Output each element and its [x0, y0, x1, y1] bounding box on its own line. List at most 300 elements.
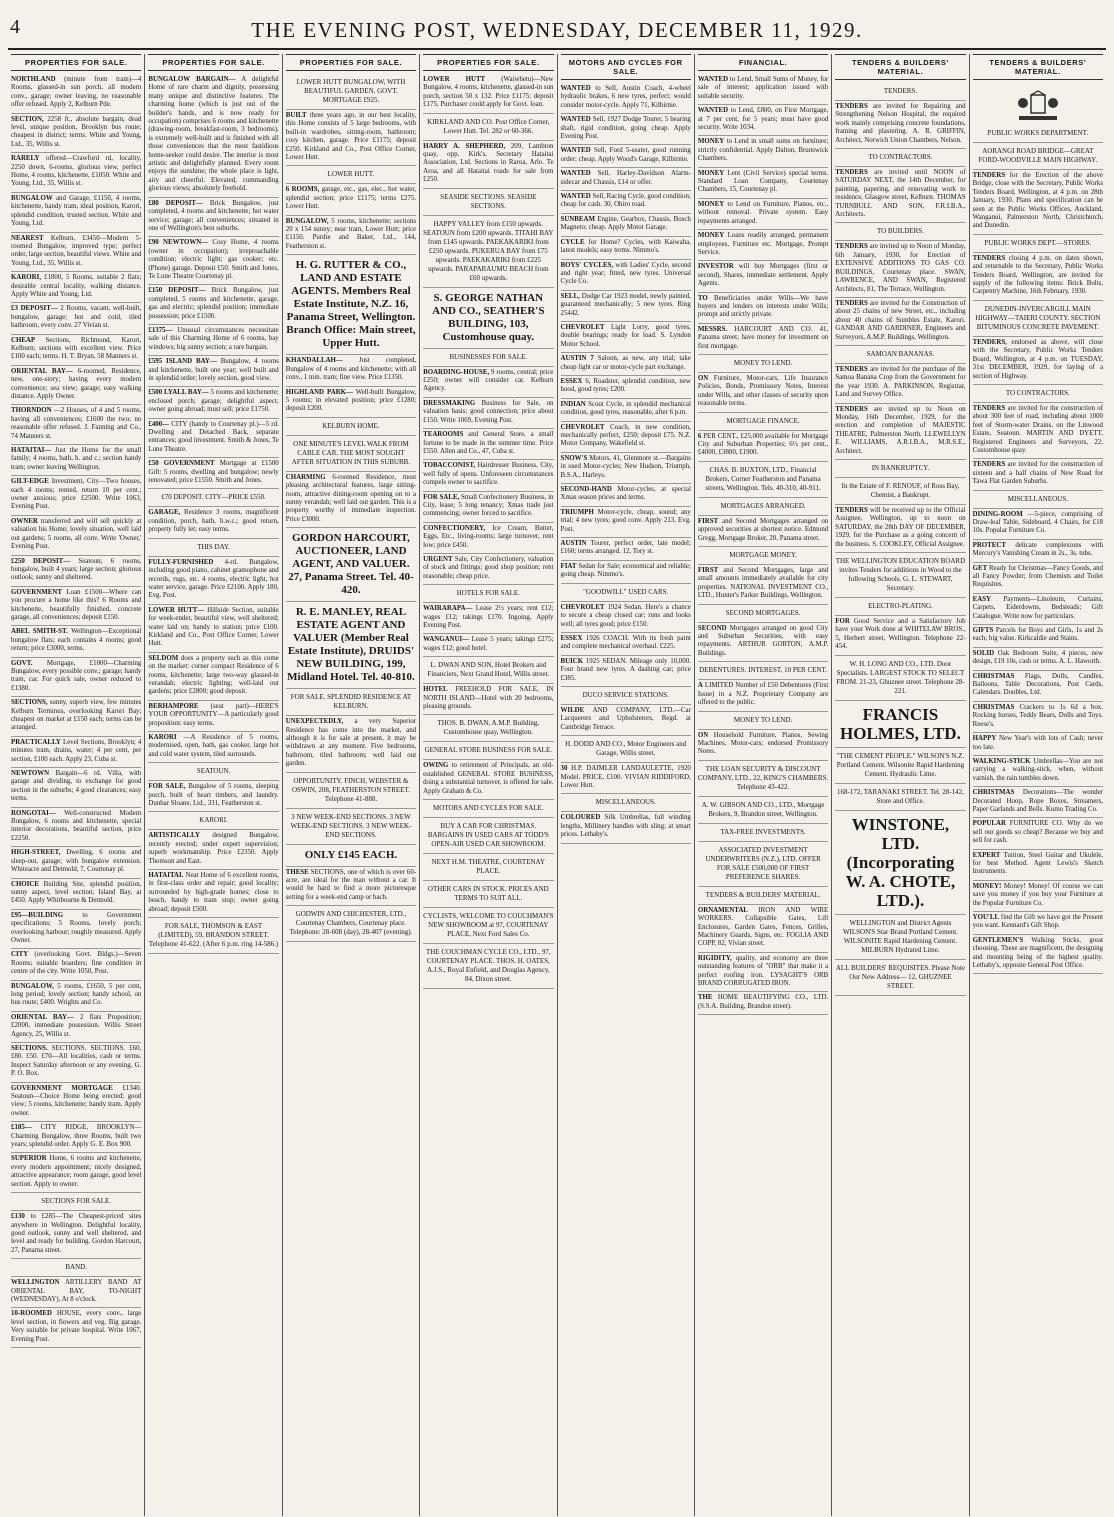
column-1	[8, 54, 145, 1516]
ad-body: (minute from tram)—4 Rooms, glassed-in sun porch, all modern conv., garage; owner leaving, no reasonable offer refused. Apply 2, Kelburn Pde.	[11, 76, 142, 109]
ad-body: a very Superior Residence has come into the market, and although it is for sale at present, it may be withdrawn at any moment. Five bedrooms, bathroom, tiled bathroom; well laid out garden.	[285, 718, 417, 768]
ad-body: and Garage, £1150, 4 rooms, kitchenette, handy tram, ideal position, Karori, splendid condition, trusted section. White and Young, Ltd.	[11, 194, 142, 228]
ad-lead: SOLID	[972, 649, 995, 657]
ad-body: Payments—Linoleum, Curtains, Carpets, Eiderdowns, Bedsteads; Gift Catalogue. Write now for particulars.	[972, 595, 1103, 620]
classified-ad	[11, 808, 141, 848]
ad-lead: NEAREST	[11, 234, 44, 242]
ad-lead: £3 DEPOSIT—	[11, 305, 58, 313]
ad-lead: SECTIONS,	[11, 699, 48, 707]
display-ad: SAMOAN BANANAS.	[835, 346, 965, 364]
display-ad: MORTGAGE FINANCE.	[698, 413, 828, 431]
ad-body: three years ago, in our best locality, this Home consists of 5 large bedrooms, with built-in wardrobes, sitting-room, bathroom; cosy kitchen, garage. Price £1175; deposit £250. Kirkland and Co., Post Office Corner, Lower Hutt.	[285, 112, 417, 162]
display-ad: TO CONTRACTORS.	[835, 149, 965, 167]
ad-body: FREEHOLD FOR SALE, IN NORTH ISLAND—Hotel with 20 bedrooms, pleasing grounds.	[423, 686, 554, 711]
ad-lead: £500 LYALL BAY—	[148, 389, 209, 397]
display-ad: TENDERS.	[835, 83, 965, 101]
classified-ad	[11, 1277, 141, 1308]
ad-lead: SELDOM	[148, 654, 179, 662]
column-8	[970, 54, 1106, 1516]
display-ad: MISCELLANEOUS.	[561, 794, 691, 812]
ad-body: Residence 3 rooms, magnificent condition, porch, bath, h.w.c.; good return, property fully let; easy terms.	[148, 509, 279, 534]
classified-ad	[11, 366, 141, 406]
column-4	[420, 54, 557, 1516]
ad-body: A delightful Home of rare charm and dignity, possessing many unique and distinctive features. The charming home (which is just out of the builder's hands, and is now ready for occupation) comprises 6 rooms and kitchenette (drawing-room, breakfast-room, 3 bedrooms), is extremely well-built and is finished with all those conveniences that the most fastidious home-seeker could desire. The interior is most artistic and delightfully planned. Every room enjoys the sunshine; the whole place is light, airy and cheerful. Elevated, commanding glorious views; absolutely freehold.	[148, 76, 279, 193]
ad-body: endorsed as above, will close with the Secretary, Public Works Tenders Board, Wellington, at 4 p.m. on TUESDAY, 31st DECEMBER, 1929, for laying of a section of Highway.	[972, 338, 1103, 380]
classified-ad	[423, 367, 553, 398]
ad-lead: BUNGALOW	[11, 194, 53, 202]
display-ad: ONE MINUTE'S LEVEL WALK FROM CABLE CAR. THE MOST SOUGHT AFTER SITUATION IN THIS SUBURB.	[286, 436, 416, 472]
classified-ad	[973, 170, 1103, 235]
display-ad: THE COUCHMAN CYCLE CO., LTD., 97, COURTENAY PLACE. THOS. H. OATES, A.J.S., Royal Enfield, and Douglas Agency, 84, Dixon street.	[423, 944, 553, 989]
ad-body: 5 rooms, kitchenette; sections 20 x 154 sunny; near tram, Lower Hutt; price £1150. Purdie and Baker, Ltd., 144, Featherston st.	[285, 217, 417, 250]
ad-lead: UNEXPECTEDLY,	[285, 718, 344, 726]
ad-lead: TENDERS	[835, 405, 868, 413]
ad-lead: HIGHLAND PARK—	[285, 388, 353, 396]
classified-ad	[286, 716, 416, 772]
classified-ad	[973, 648, 1103, 671]
ad-lead: GILT-EDGE	[11, 478, 49, 486]
display-ad: MOTORS AND CYCLES FOR SALE.	[423, 800, 553, 818]
ad-body: —5-piece, comprising of Draw-leaf Table, Sideboard, 4 Chairs, for £18 10s. Popular Furniture Co.	[972, 510, 1103, 535]
ad-body: Loan £1500—Where can you procure a home like this? 6 Rooms and kitchenette, beautifully finished, concrete garage, all conveniences; deposit £150.	[11, 588, 142, 621]
classified-ad	[561, 453, 691, 484]
ad-lead: GIFTS	[972, 627, 994, 635]
classified-ad	[423, 429, 553, 460]
classified-ad	[286, 387, 416, 418]
display-ad: MISCELLANEOUS.	[973, 491, 1103, 509]
classified-ad	[835, 364, 965, 404]
ad-body: Saloon, as new, any trial; take cheap light car or motor-cycle part exchange.	[560, 355, 691, 371]
display-ad: S. GEORGE NATHAN AND CO., SEATHER'S BUILDING, 103, Customhouse quay.	[423, 288, 553, 349]
ad-body: Unusual circumstances necessitate sale of this Charming Home of 6 rooms, bay windows; big sunny section; a rare bargain.	[148, 326, 279, 351]
ad-lead: TENDERS	[835, 243, 868, 251]
classified-ad	[698, 992, 828, 1015]
classified-ad	[286, 110, 416, 166]
ad-body: to Lend on Furniture, Pianos, etc., without removal. Private system. Easy repayments arranged.	[697, 200, 829, 225]
ad-lead: TO	[697, 294, 708, 302]
ad-lead: SELL,	[560, 292, 580, 300]
classified-ad	[423, 523, 553, 554]
classified-ad	[148, 74, 278, 198]
ad-lead: TENDERS	[972, 172, 1006, 179]
ad-lead: PRACTICALLY	[11, 738, 61, 746]
display-ad: £70 DEPOSIT. CITY—PRICE £550.	[148, 489, 278, 507]
display-ad: SEATOUN.	[148, 763, 278, 781]
ad-body: closing 4 p.m. on dates shown, and returnable to the Secretary, Public Works Tenders Board, Wellington, are invited for supply of the following items: Brick Bolts, Carpentry Machine, 16th February, 1930.	[972, 254, 1103, 296]
ad-lead: WAIRARAPA—	[423, 605, 473, 613]
ad-body: 2 flats Proposition; £2000, immediate possession. Willis Street Agency, 25, Willis st.	[11, 1013, 142, 1038]
classified-ad	[561, 656, 691, 687]
columns-container	[8, 54, 1106, 1516]
classified-ad	[698, 905, 828, 953]
display-ad: CYCLISTS, WELCOME TO COUCHMAN'S NEW SHOWROOM at 97, COURTENAY PLACE, Next Ford Sales Co.	[423, 908, 553, 944]
ad-lead: KHANDALLAH—	[285, 357, 343, 365]
display-ad: DEBENTURES. INTEREST, 10 PER CENT.	[698, 662, 828, 680]
ad-lead: DRESSMAKING	[423, 399, 476, 407]
ad-lead: HARRY A. SHEPHERD,	[423, 142, 506, 150]
ad-body: SECTIONS, one of which is over 60-acre, are ideal for the man without a car. It would be hard to find a more picturesque setting for a week-end camp or bach.	[285, 868, 417, 901]
ad-body: designed Bungalow, recently erected; under expert supervision; superb workmanship. Price £2350. Apply Thomson and East.	[148, 832, 279, 865]
ad-lead: BUNGALOW,	[285, 217, 329, 225]
ad-body: Mortgage, £1000—Charming Bungalow, every possible conv.; garage; handy tram, car. For quick sale, owner reduced to £1380.	[11, 659, 142, 692]
classified-ad	[148, 653, 278, 701]
ad-lead: MONEY	[697, 138, 725, 146]
classified-ad	[973, 625, 1103, 648]
ad-body: Beneficiaries under Wills—We have buyers and lenders on interests under Wills; prompt and strictly private.	[697, 294, 829, 319]
classified-ad	[148, 325, 278, 356]
display-ad: GODWIN AND CHICHESTER, LTD., Courtenay Chambers, Courtenay place. Telephone: 28-608 (day), 28-407 (evening).	[286, 906, 416, 942]
classified-ad	[561, 191, 691, 214]
classified-ad	[561, 168, 691, 191]
ad-lead: ARTISTICALLY	[148, 832, 200, 840]
classified-ad	[11, 981, 141, 1012]
classified-ad	[148, 870, 278, 918]
ad-lead: CITY	[11, 951, 29, 959]
ad-lead: BUICK	[560, 657, 584, 665]
classified-ad	[148, 605, 278, 653]
ad-lead: ABEL SMITH-ST.	[11, 628, 68, 636]
classified-ad	[973, 253, 1103, 301]
ad-body: New Year's with lots of Cash; never too late.	[972, 735, 1103, 751]
ad-lead: EASY	[972, 595, 992, 603]
display-ad: KELBURN HOME.	[286, 418, 416, 436]
ad-body: Bungalow of 5 rooms, sleeping porch, built of heart timbers, and laundry. Dunbar Sloane, Ltd., 331, Featherston st.	[148, 783, 279, 808]
ad-body: will be received up to the Official Assignee, Wellington, up to noon on SATURDAY, the 28th DAY OF DECEMBER, 1929, for the Purchase as a going concern of the business. S. COOKLEY, Official Assignee.	[835, 507, 966, 548]
ad-lead: CHEVROLET	[560, 323, 605, 331]
display-ad: A. W. GIBSON AND CO., LTD., Mortgage Brokers, 9, Brandon street, Wellington.	[698, 797, 828, 824]
display-ad: TAX-FREE INVESTMENTS.	[698, 824, 828, 842]
classified-ad	[561, 633, 691, 656]
ad-body: —A Residence of 5 rooms, modernised, open, bath, gas cooker, large hot and cold water system, tiled surrounds.	[148, 734, 279, 758]
ad-lead: £150 DEPOSIT—	[148, 287, 206, 295]
ad-lead: BOYS' CYCLES,	[560, 261, 614, 269]
ad-lead: MONEY!	[972, 882, 1002, 890]
display-ad: LOWER HUTT BUNGALOW, WITH BEAUTIFUL GARDEN. GOVT. MORTGAGE £925.	[286, 74, 416, 110]
ad-body: Neat Home of 6 excellent rooms, in first-class order and repair; good locality; surrounded by high-grade homes; close to beach, handy to tram stop; owner going abroad; deposit £500.	[148, 872, 279, 913]
classified-ad	[835, 298, 965, 346]
display-ad: SECOND MORTGAGES.	[698, 605, 828, 623]
classified-ad	[11, 445, 141, 476]
ad-body: Sell, Racing Cycle, good condition; cheap for cash. 30, Ohiro road.	[560, 193, 691, 209]
display-ad: IN BANKRUPTCY.	[835, 460, 965, 478]
classified-ad	[698, 324, 828, 355]
ad-body: (seat part)—HERE'S YOUR OPPORTUNITY—A particularly good proposition: easy terms.	[148, 702, 279, 727]
classified-ad	[11, 476, 141, 516]
classified-ad	[148, 285, 278, 325]
ad-lead: £50 GOVERNMENT	[148, 460, 215, 468]
classified-ad	[698, 516, 828, 547]
display-ad: THIS DAY.	[148, 539, 278, 557]
ad-body: sunny, superb view, few minutes Kelburn Terminus, overlooking Karori Bay; cheapest on market at £150 each; terms can be arranged.	[11, 699, 142, 732]
display-ad: MONEY TO LEND.	[698, 355, 828, 373]
ad-lead: £90 NEWTOWN—	[148, 239, 209, 247]
column-2	[145, 54, 282, 1516]
ad-body: to Lend in small sums on furniture; strictly confidential. Apply Dalton, Brunswick Chambers.	[697, 138, 829, 163]
classified-ad	[561, 705, 691, 736]
ad-body: £1800, 5 Rooms, suitable 2 flats; desirable central locality, walking distance. Apply White and Young, Ltd.	[11, 274, 142, 298]
ad-body: LIMITED Number of £50 Debentures (First Issue) in a N.Z. Proprietary Company are offered to the public.	[697, 682, 829, 707]
display-ad: NEXT H.M. THEATRE, COURTENAY PLACE.	[423, 854, 553, 881]
ad-lead: RIGIDITY,	[697, 954, 732, 962]
ad-lead: WANTED	[560, 193, 591, 201]
display-ad: R. E. MANLEY, REAL ESTATE AGENT AND VALUER (Member Real Estate Institute), DRUIDS' NEW BUILDING, 199, Midland Hotel. Tel. 40-810.	[286, 602, 416, 689]
ad-lead: CHEVROLET	[560, 603, 605, 611]
classified-ad	[698, 136, 828, 167]
display-ad: TO BUILDERS.	[835, 223, 965, 241]
section-heading: MOTORS AND CYCLES FOR SALE.	[561, 54, 691, 80]
ad-body: to Sell, Austin Coach, 4-wheel hydraulic brakes, 6 new tyres, perfect; would consider motor-cycle. Apply 71, Kilbirnie.	[560, 85, 691, 109]
ad-lead: TOBACCONIST,	[423, 462, 476, 470]
ad-body: Crackers to 1s 6d a box. Rocking horses, Teddy Bears, Dolls and Toys. Reese's.	[972, 703, 1103, 728]
ad-body: Well-built Bungalow, 5 rooms; in elevated position; price £1280; deposit £200.	[285, 388, 417, 413]
classified-ad	[11, 153, 141, 193]
classified-ad	[11, 233, 141, 273]
ad-lead: FOR SALE,	[148, 783, 186, 791]
ad-lead: CHEVROLET	[560, 423, 605, 431]
ad-lead: 30	[560, 765, 568, 773]
ad-lead: CHOICE	[11, 880, 39, 888]
ad-body: find the Gift we have got the Present you want. Kennard's Gift Shop.	[972, 914, 1103, 930]
ad-lead: MONEY	[697, 200, 725, 208]
display-ad: HOTELS FOR SALE.	[423, 585, 553, 603]
ad-body: Investment, City—Two houses, each 4 rooms; rented, return 10 per cent.; owner anxious; price £2500. Write 1063, Evening Post.	[11, 478, 142, 511]
ad-body: Tuition, Steel Guitar and Ukulele, for best Method. Agent Lewis's Sketch Instruments.	[972, 851, 1103, 876]
classified-ad	[11, 697, 141, 737]
ad-lead: WALKING-STICK	[972, 757, 1031, 765]
ad-body: Ice Cream, Butter, Eggs, Etc., living-rooms; large turnover, rent low; price £450.	[423, 524, 554, 549]
ad-lead: OWNER	[11, 517, 38, 525]
ad-lead: HOTEL	[423, 686, 448, 694]
ad-lead: GOVT.	[11, 659, 33, 667]
ad-lead: TENDERS	[972, 461, 1006, 469]
ad-body: Motors, 41, Glenmore st.—Bargains in used Motor-cycles; New Hudson, Triumph, B.S.A., Harleys.	[560, 454, 691, 479]
classified-ad	[11, 556, 141, 587]
classified-ad	[835, 404, 965, 460]
ad-lead: EXPERT	[972, 851, 1001, 859]
ad-lead: FOR	[835, 618, 850, 626]
ad-lead: WANTED	[697, 76, 729, 83]
ad-lead: SECTIONS.	[11, 1045, 48, 1052]
display-ad: H. DODD AND CO., Motor Engineers and Garage, Willis street.	[561, 736, 691, 763]
ad-lead: WANTED	[560, 85, 591, 92]
ad-lead: CHARMING	[285, 473, 326, 481]
classified-ad	[423, 74, 553, 114]
ad-body: Hairdresser Business, City, well fully of opens. Unforeseen circumstances compels owner to sacrifice.	[423, 462, 554, 487]
display-ad: BUSINESSES FOR SALE.	[423, 349, 553, 367]
display-ad: 3 NEW WEEK-END SECTIONS. 3 NEW WEEK-END SECTIONS. 3 NEW WEEK-END SECTIONS.	[286, 809, 416, 845]
ad-body: 2258 ft., absolute bargain, dead level, unique position, Brooklyn bus route; cheapest in district; terms. White and Young, Ltd., 35, Willis st.	[11, 115, 142, 148]
classified-ad	[11, 272, 141, 303]
display-ad: WINSTONE, LTD. (Incorporating W. A. CHOTE, LTD.).	[835, 811, 965, 915]
classified-ad	[148, 419, 278, 459]
classified-ad	[561, 291, 691, 322]
classified-ad	[698, 565, 828, 605]
classified-ad	[561, 399, 691, 422]
ad-lead: TENDERS	[835, 169, 868, 177]
display-ad: MORTGAGES ARRANGED.	[698, 498, 828, 516]
display-ad: TENDERS & BUILDERS' MATERIAL.	[698, 887, 828, 905]
ad-body: Brick Bungalow, just completed, 4 rooms and kitchenette; hot water service; garage; all conveniences; situated in one of Wellington's best suburbs.	[148, 199, 279, 232]
section-heading: PROPERTIES FOR SALE.	[423, 54, 553, 71]
ad-lead: FIRST	[697, 567, 719, 575]
ad-body: Walking Sticks, great choosing. These are magnificent, the designing and mounting being of the highest quality. Lethaby's, opposite General Post Office.	[972, 936, 1103, 970]
classified-ad	[148, 458, 278, 489]
classified-ad	[973, 912, 1103, 935]
classified-ad	[423, 398, 553, 429]
ad-lead: BOARDING-HOUSE,	[423, 368, 490, 376]
ad-lead: COLOURED	[560, 814, 601, 822]
display-ad: KIRKLAND AND CO. Post Office Corner, Lower Hutt. Tel. 282 or 60-366.	[423, 114, 553, 141]
classified-ad	[973, 850, 1103, 881]
ad-lead: INVESTOR	[697, 263, 734, 271]
ad-body: Seatoun; 6 rooms, bungalow, built 4 years; large section; glorious outlook; sunny and sheltered.	[11, 557, 142, 582]
classified-ad	[835, 241, 965, 297]
classified-ad	[561, 763, 691, 794]
ad-body: and Second Mortgages arranged on approved securities at shortest notice. Edmund Gregg, Mortgage Broker, 20, Panama street.	[697, 517, 829, 542]
masthead	[8, 14, 1106, 50]
ad-body: garage, etc., gas, elec., hot water, splendid section; price £1175; terms £275. Lower Hutt.	[285, 186, 417, 211]
ad-body: for Home? Cycles, with Kaiwaha, latest models; easy terms. Nimmo's.	[560, 238, 691, 255]
ad-lead: TEAROOMS	[423, 431, 464, 439]
ad-lead: URGENT	[423, 555, 453, 563]
ad-body: HOUSE, every conv., large level section, in flowers and veg. Big garage. Very suitable for private hospital. Write 1067, Evening Post.	[11, 1310, 142, 1343]
classified-ad	[11, 626, 141, 657]
ad-body: CITY RIDGE, BROOKLYN—Charming Bungalow, three Rooms, built two years; splendid order. Apply G. E. Box 900.	[11, 1124, 142, 1149]
ad-body: to Lend, £800, on First Mortgage, at 7 per cent, for 5 years; must have good security. Write 1034.	[697, 107, 829, 132]
classified-ad	[835, 616, 965, 656]
classified-ad	[561, 237, 691, 260]
section-heading: PROPERTIES FOR SALE.	[148, 54, 278, 71]
ad-lead: ESSEX	[560, 634, 583, 642]
ad-lead: CHRISTMAS	[972, 672, 1015, 680]
classified-ad	[11, 949, 141, 980]
classified-ad	[286, 355, 416, 386]
ad-body: 1925 SEDAN. Mileage only 10,000. Four brand new tyres. A dashing car; price £385.	[560, 657, 691, 682]
classified-ad	[973, 337, 1103, 385]
ad-body: Lent (Civil Service) special terms. Standard Loan Company, Courtenay Chambers, 15, Courtenay pl.	[697, 169, 829, 194]
ad-body: Parcels for Boys and Girls, 1s and 2s each; big value. Kirkcaldie and Stains.	[972, 627, 1103, 643]
ad-body: Silk Umbrellas, full winding lengths, Millinery handles with sling; at smart prices. Lethaby's.	[560, 814, 691, 839]
classified-ad	[561, 507, 691, 538]
classified-ad	[148, 237, 278, 285]
ad-lead: SUPERIOR	[11, 1155, 47, 1163]
ad-lead: OWING	[423, 762, 449, 770]
section-heading: TENDERS & BUILDERS' MATERIAL.	[835, 54, 965, 80]
ad-lead: TENDERS	[835, 299, 868, 307]
ad-lead: THORNDON	[11, 407, 52, 415]
ad-body: Kelburn, £3450—Modern 5-roomed Bungalow, improved type; perfect order, large section, beautiful views. White and Young, Ltd., 35, Willis st.	[11, 234, 142, 267]
column-6	[695, 54, 832, 1516]
classified-ad	[11, 847, 141, 878]
classified-ad	[973, 818, 1103, 849]
ad-body: are invited for the purchase of the Samoa Banana Crop from the Government for the year 1930. A. PARKINSON, Registrar, Land and Survey Office.	[835, 365, 966, 399]
classified-ad	[286, 216, 416, 256]
display-ad: THOS. B. DWAN, A.M.P. Building, Customhouse quay, Wellington.	[423, 715, 553, 742]
display-ad: AORANGI ROAD BRIDGE—GREAT FORD-WOODVILLE MAIN HIGHWAY.	[973, 143, 1103, 170]
classified-ad	[423, 634, 553, 657]
ad-lead: WANTED	[560, 116, 591, 124]
ad-lead: BERHAMPORE	[148, 702, 199, 710]
display-ad: SECTIONS FOR SALE.	[11, 1193, 141, 1211]
ad-lead: RONGOTAI—	[11, 809, 56, 817]
ad-body: will buy Mortgages (first or second), Shares, immediate settlement. Apply Agents.	[697, 263, 829, 288]
ad-body: are invited for Repairing and Strengthening Nelson Hospital, the required work mainly comprising concrete foundations, framing and plastering. A. R. GRIFFIN, Architect, Norwich Union Chambers, Nelson.	[835, 103, 966, 144]
ad-body: Loans readily arranged, permanent employees, Furniture etc. Mortgage, Prompt Service.	[697, 232, 829, 256]
ad-lead: CHRISTMAS	[972, 789, 1015, 797]
classified-ad	[835, 101, 965, 149]
ad-lead: SUNBEAM	[560, 215, 595, 223]
display-ad: "THE CEMENT PEOPLE." WILSON'S N.Z. Portland Cement. Wilsonite Rapid Hardening Cement. Hydraulic Lime.	[835, 748, 965, 784]
ad-lead: ESSEX	[560, 377, 583, 385]
column-7	[832, 54, 969, 1516]
ad-body: Sale, City Confectionery, valuation of stock and fittings; good shop position; rent reasonable; cheap price.	[423, 555, 554, 580]
ad-body: 2 Rooms, vacant, well-built, bungalow, garage; hot and cold, tiled bathroom, every conv. 27 Vivian st.	[11, 305, 142, 330]
ad-lead: RARELY	[11, 155, 40, 163]
ad-body: for the Erection of the above Bridge, close with the Secretary, Public Works Tenders Board, Wellington, at 4 p.m. on 28th January, 1930. Plans and specification can be seen at the Public Works Offices, Auckland, Wanganui, Palmerston North, Christchurch, and Dunedin.	[972, 172, 1103, 230]
ad-body: Small Confectionery Business, in City, lease; 5 long tenancy; Xmas trade just commencing; owner forced to sacrifice.	[423, 493, 554, 518]
ad-lead: WANTED	[560, 170, 591, 178]
classified-ad	[148, 830, 278, 870]
coat-of-arms-icon	[973, 83, 1103, 125]
ad-lead: WANGANUI—	[423, 636, 470, 644]
display-ad: W. H. LONG AND CO., LTD. Door Specialists. LARGEST STOCK TO SELECT FROM. 21-23, Ghuznee street. Telephone 28-221.	[835, 656, 965, 701]
ad-body: quality, and economy are three outstanding features of "ORB" that make it a perfect roofing iron. LYSAGHT'S ORB BRAND CORRUGATED IRON.	[697, 954, 829, 987]
classified-ad	[698, 261, 828, 292]
classified-ad	[11, 1122, 141, 1153]
section-heading: PROPERTIES FOR SALE.	[11, 54, 141, 71]
ad-body: CITY (handy to Courtenay pl.)—5 rd. Dwelling and Detached Back, separate entrances; good investment. Smith & Jones, Te Lune Theatre.	[148, 420, 279, 453]
display-ad: MORTGAGE MONEY.	[698, 547, 828, 565]
ad-body: and Second Mortgages, large and small amounts immediately available for city properties. NATIONAL INVESTMENT CO., LTD., Hunter's Parker Buildings, Wellington.	[697, 567, 829, 600]
ad-lead: GET	[972, 564, 988, 572]
classified-ad	[698, 105, 828, 136]
classified-ad	[11, 114, 141, 154]
classified-ad	[973, 881, 1103, 912]
ad-body: £1340. Seatoun—Choice Home being erected; good view; 5 rooms, kitchenette; handy tram. Apply owner.	[11, 1084, 142, 1117]
ad-lead: PROTECT	[972, 541, 1006, 549]
ad-body: to Lend, Small Sums of Money, for sale of interest; application issued with suitable security.	[697, 76, 829, 100]
ad-lead: SECOND	[697, 624, 727, 632]
ad-lead: £95—BUILDING	[11, 911, 64, 919]
ad-lead: CYCLE	[560, 238, 585, 246]
ad-body: Good Service and a Satisfactory Job have your Work done at WHITELAW BROS., 5, Herbert street, Wellington. Telephone 22-454.	[835, 618, 966, 651]
ad-body: Household Furniture, Pianos, Sewing Machines, Motor-cars; endorsed Promissory Notes.	[697, 731, 829, 756]
classified-ad	[561, 145, 691, 168]
ad-lead: TENDERS,	[972, 338, 1007, 346]
ad-body: FURNITURE CO. Why do we sell our goods so cheap? Because we buy and sell for cash.	[972, 820, 1103, 845]
ad-body: HOME BEAUTIFYING CO., LTD. (S.S.A. Building, Brandon street).	[697, 994, 829, 1010]
classified-ad	[11, 1043, 141, 1083]
classified-ad	[11, 768, 141, 808]
classified-ad	[561, 322, 691, 353]
classified-ad	[423, 603, 553, 634]
ad-body: Hillside Section, suitable for week-ender, beautiful view, well sheltered; water laid on; handy to station; price £100. Kirkland and Co., Post Office Corner, Lower Hutt.	[148, 606, 279, 648]
ad-lead: SNOW'S	[560, 454, 588, 462]
ad-body: Flags, Dolls, Candles, Balloons, Table Decorations, Post Cards, Calendars. Doubles, Ltd.	[972, 672, 1103, 697]
ad-body: SECTIONS. SECTIONS. £60, £80. £50. £70—All localities, cash or terms. Inspect Saturday afternoon or any evening. G. P. O. Box.	[11, 1045, 142, 1078]
ad-lead: GOVERNMENT MORTGAGE	[11, 1084, 113, 1092]
display-ad: MONEY TO LEND.	[698, 712, 828, 730]
ad-lead: MONEY	[697, 232, 725, 240]
display-ad: GENERAL STORE BUSINESS FOR SALE.	[423, 742, 553, 760]
ad-lead: 6	[697, 432, 702, 440]
ad-lead: ON	[697, 374, 709, 382]
ad-body: Dodge Car 1923 model, newly painted, guaranteed mechanically; 5 new tyres. Ring 25442.	[560, 292, 691, 317]
classified-ad	[11, 1083, 141, 1123]
ad-lead: AUSTIN 7	[560, 355, 594, 363]
ad-lead: MESSRS.	[697, 325, 728, 333]
display-ad: ALL BUILDERS' REQUISITES. Please Note Our New Address— 12, GHUZNEE STREET.	[835, 960, 965, 996]
